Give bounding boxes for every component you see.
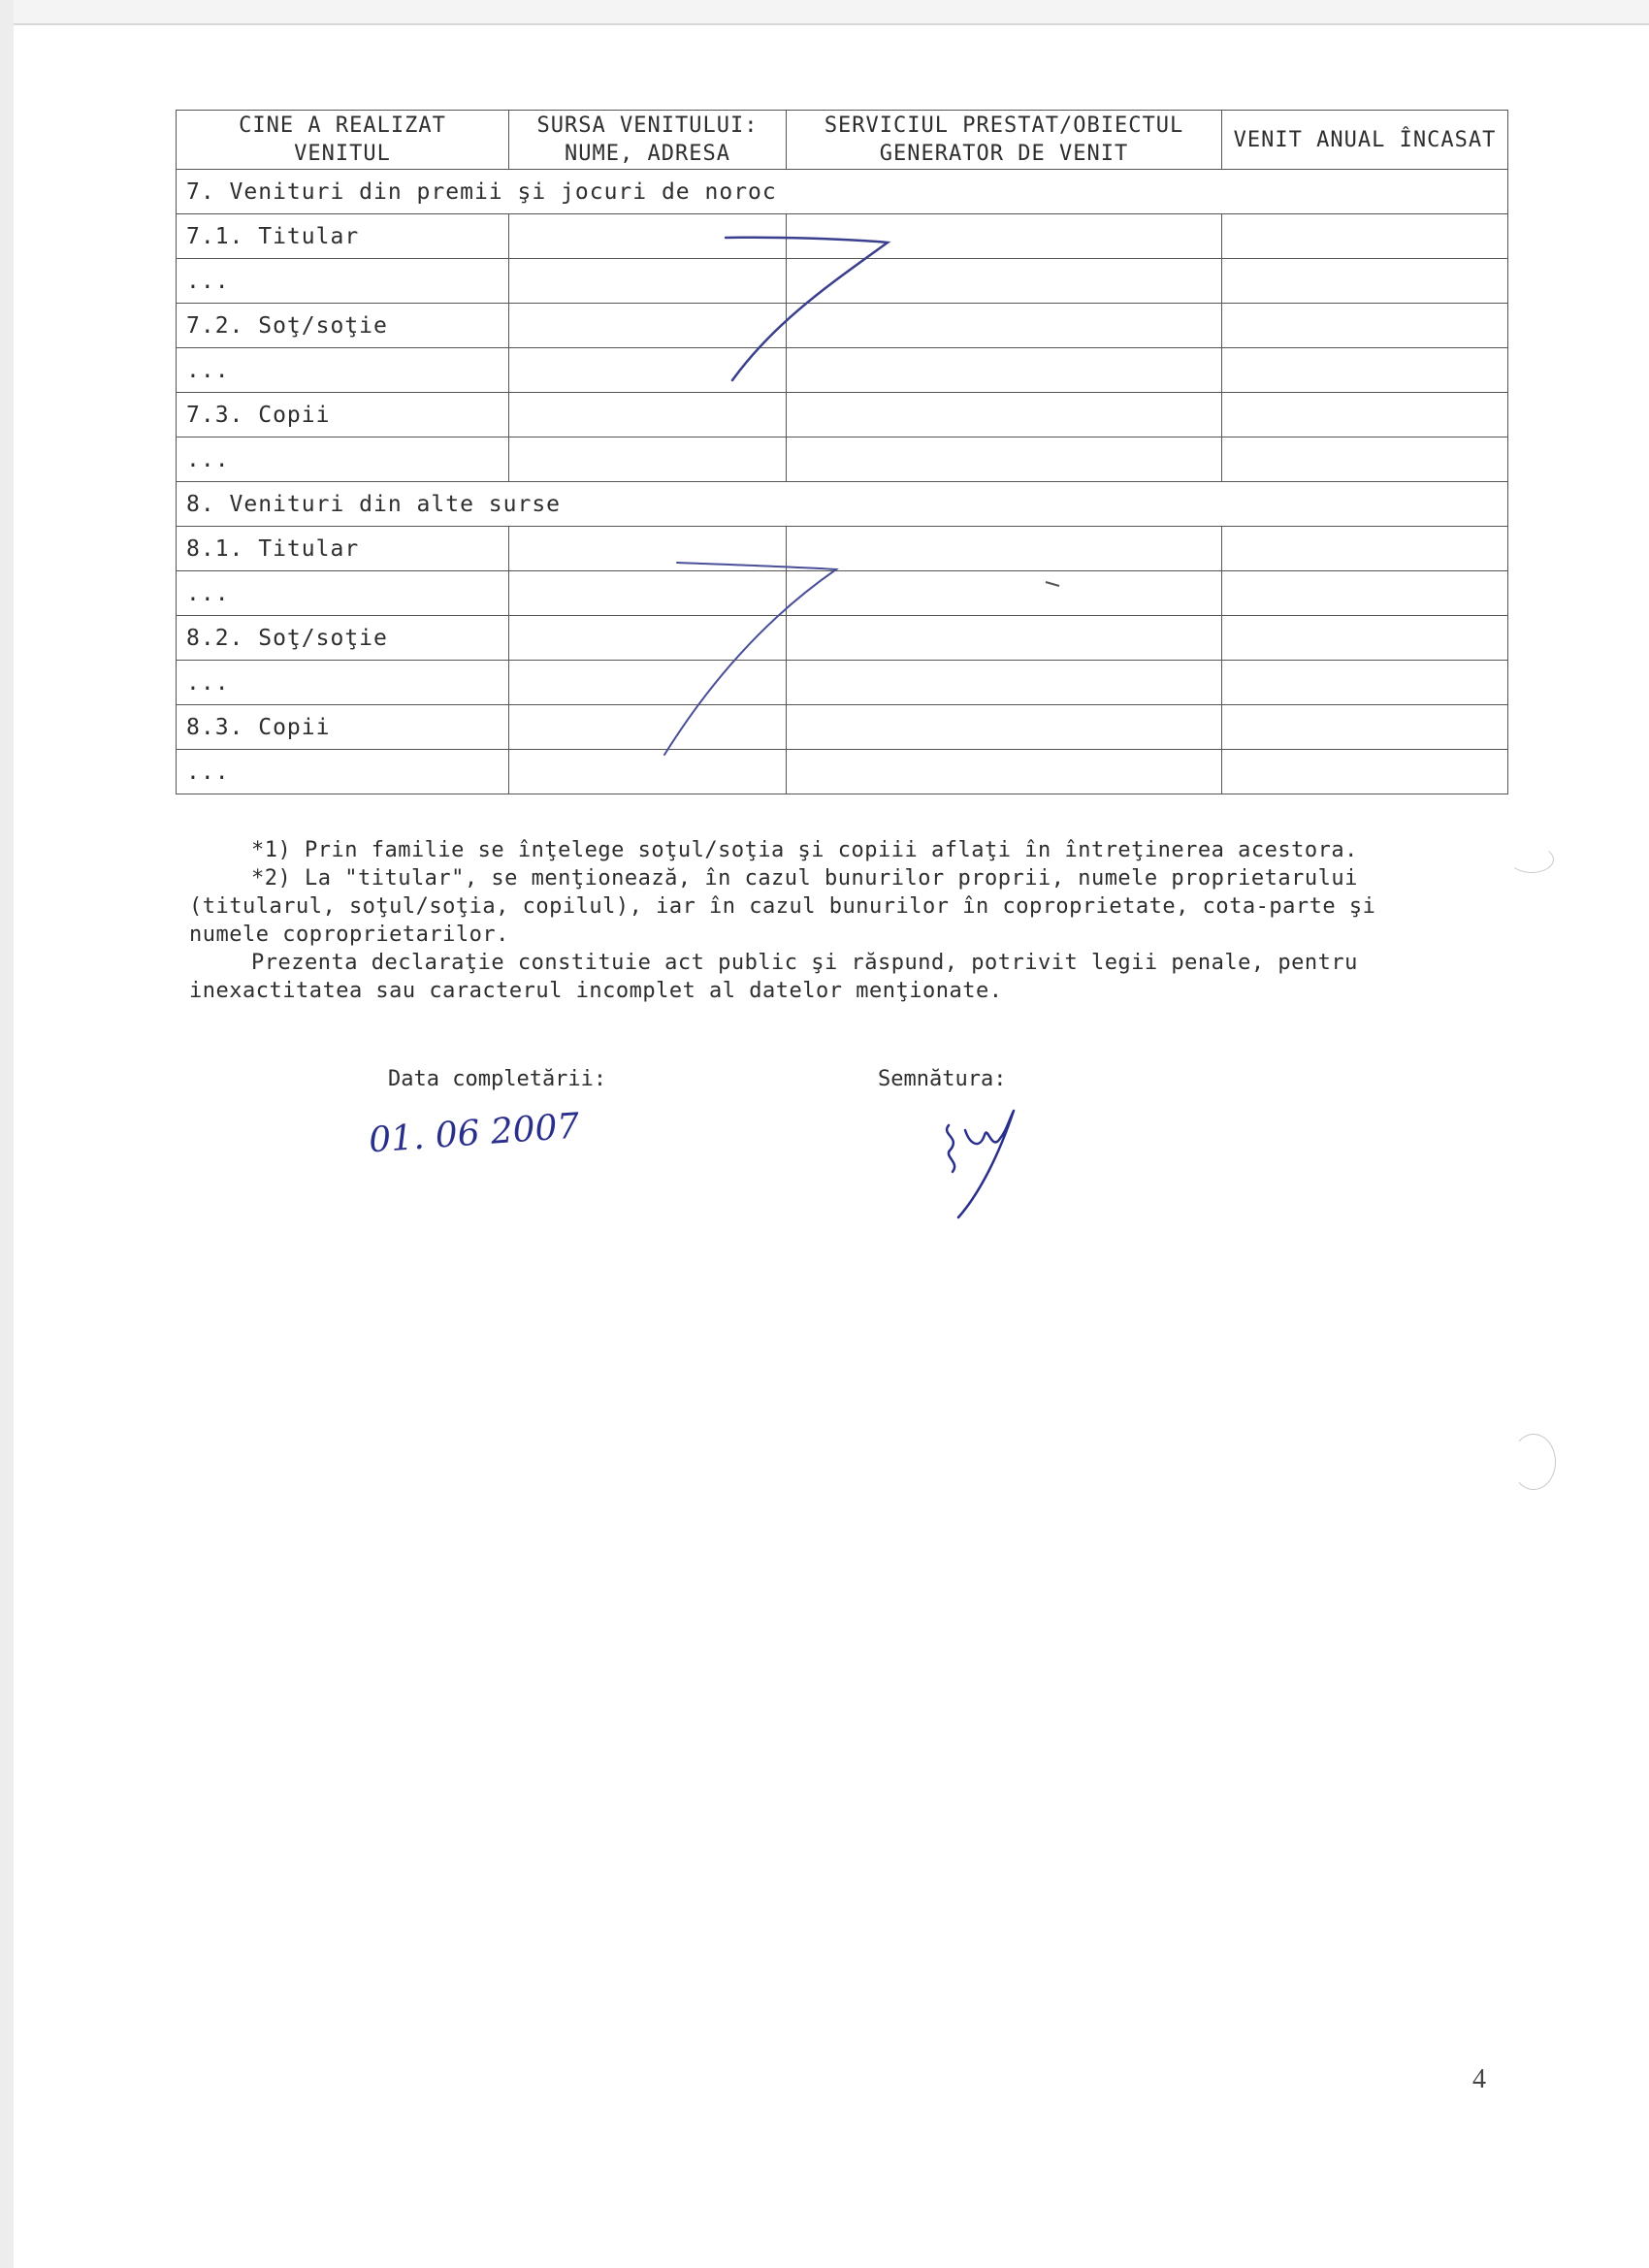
handwritten-signature xyxy=(931,1096,1038,1222)
table-row xyxy=(177,348,1508,393)
table-row xyxy=(177,214,1508,259)
row-label: 7.3. Copii xyxy=(177,393,509,437)
date-label: Data completării: xyxy=(388,1067,607,1091)
table-row xyxy=(177,571,1508,616)
row-label: 8.2. Soţ/soţie xyxy=(177,616,509,661)
declaration-text: Prezenta declaraţie constituie act public şi răspund, potrivit legii penale, pentru inexactitatea sau caracterul incomplet al datelor menţionate. xyxy=(189,951,1358,1003)
header-annual-income: VENIT ANUAL ÎNCASAT xyxy=(1222,111,1508,170)
section-title-row xyxy=(177,170,1508,214)
row-label: 8.1. Titular xyxy=(177,527,509,571)
row-label: ... xyxy=(177,437,509,482)
punch-hole-mark xyxy=(1509,846,1554,873)
handwritten-date: 01. 06 2007 xyxy=(367,1106,581,1161)
footnote-1: *1) Prin familie se înţelege soţul/soţia şi copiii aflaţi în întreţinerea acestora. xyxy=(251,838,1358,862)
row-label: 7.2. Soţ/soţie xyxy=(177,304,509,348)
header-service: SERVICIUL PRESTAT/OBIECTUL GENERATOR DE VENIT xyxy=(787,111,1222,170)
table-row xyxy=(177,750,1508,794)
row-label: ... xyxy=(177,661,509,705)
table-row xyxy=(177,393,1508,437)
section-title-row xyxy=(177,482,1508,527)
punch-hole-mark xyxy=(1511,1434,1556,1490)
row-label: ... xyxy=(177,259,509,304)
income-table xyxy=(176,110,1508,794)
table-row xyxy=(177,661,1508,705)
page-number: 4 xyxy=(1472,2064,1486,2094)
row-label: 7.1. Titular xyxy=(177,214,509,259)
row-label: ... xyxy=(177,750,509,794)
signature-label: Semnătura: xyxy=(878,1067,1007,1091)
section-8-title: 8. Venituri din alte surse xyxy=(177,482,1508,527)
footnotes xyxy=(189,836,1450,1005)
table-row xyxy=(177,437,1508,482)
section-7-title: 7. Venituri din premii şi jocuri de noroc xyxy=(177,170,1508,214)
table-row xyxy=(177,259,1508,304)
scan-top-edge xyxy=(0,0,1649,25)
table-row xyxy=(177,527,1508,571)
table-row xyxy=(177,616,1508,661)
table-row xyxy=(177,705,1508,750)
footnote-2: *2) La "titular", se menţionează, în cazul bunurilor proprii, numele proprietarului (titularul, soţul/soţia, copilul), iar în cazul bunurilor în coproprietate, cota-parte şi numele coproprietarilor. xyxy=(189,866,1376,947)
header-source: SURSA VENITULUI: NUME, ADRESA xyxy=(509,111,787,170)
header-who: CINE A REALIZAT VENITUL xyxy=(177,111,509,170)
row-label: ... xyxy=(177,571,509,616)
row-label: 8.3. Copii xyxy=(177,705,509,750)
table-row xyxy=(177,304,1508,348)
row-label: ... xyxy=(177,348,509,393)
table-header-row xyxy=(177,111,1508,170)
scan-left-edge xyxy=(0,0,14,2268)
